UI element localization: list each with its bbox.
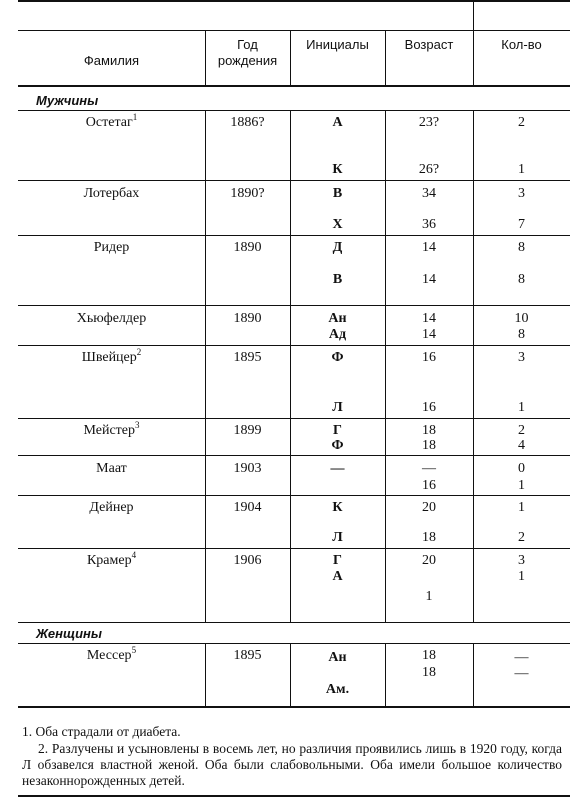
initials-cell: В: [332, 272, 343, 287]
surname-cell: Хьюфелдер: [76, 311, 147, 326]
count-cell: 2: [518, 530, 525, 545]
age-cell: 18: [422, 423, 436, 438]
row-divider: [18, 622, 570, 623]
age-cell: —: [422, 461, 436, 476]
initials-cell: Х: [332, 217, 343, 232]
initials-cell: А: [332, 115, 343, 130]
row-divider: [18, 180, 570, 181]
initials-cell: Ад: [328, 327, 347, 342]
count-cell: 1: [518, 400, 525, 415]
initials-cell: Л: [332, 400, 343, 415]
table-top-border: [18, 0, 570, 2]
count-cell: 8: [518, 240, 525, 255]
age-cell: 16: [422, 350, 436, 365]
surname-cell: Остетаг$^1$: [85, 112, 138, 130]
surname-cell: Мессер$^5$: [86, 645, 137, 663]
age-cell: 14: [422, 240, 436, 255]
count-cell: 3: [518, 186, 525, 201]
row-divider: [18, 548, 570, 549]
birth-year-cell: 1904: [233, 500, 262, 515]
header-top-rule: [18, 30, 570, 31]
initials-cell: В: [332, 186, 343, 201]
header-birth-year-line2: рождения: [217, 53, 278, 68]
row-divider: [18, 345, 570, 346]
birth-year-cell: 1903: [233, 461, 262, 476]
initials-cell: Ам.: [325, 682, 350, 697]
birth-year-cell: 1890?: [230, 186, 265, 201]
age-cell: 1: [425, 589, 433, 604]
initials-cell: Г: [333, 553, 342, 568]
age-cell: 16: [422, 478, 436, 493]
row-divider: [18, 418, 570, 419]
initials-cell: А: [332, 569, 343, 584]
count-cell: —: [514, 666, 529, 681]
age-cell: 14: [422, 327, 436, 342]
surname-cell: Лотербах: [83, 186, 140, 201]
age-cell: 26?: [418, 162, 440, 177]
age-cell: 18: [422, 530, 436, 545]
count-cell: 3: [518, 350, 525, 365]
page-bottom-rule: [18, 795, 570, 797]
count-cell: 0: [518, 461, 525, 476]
header-initials: Инициалы: [306, 37, 369, 52]
header-birth-year-line1: Год: [237, 37, 258, 52]
age-cell: 20: [422, 500, 436, 515]
row-divider: [18, 495, 570, 496]
birth-year-cell: 1895: [233, 350, 262, 365]
table-bottom-border: [18, 706, 570, 708]
row-divider: [18, 455, 570, 456]
count-cell: 2: [518, 115, 525, 130]
count-cell: 1: [518, 162, 525, 177]
count-cell: 8: [518, 272, 525, 287]
age-cell: 18: [422, 665, 436, 680]
age-cell: 23?: [418, 115, 440, 130]
surname-cell: Дейнер: [89, 500, 134, 515]
initials-cell: Ан: [328, 650, 347, 665]
birth-year-cell: 1899: [233, 423, 262, 438]
footnote: 2. Разлучены и усыновлены в восемь лет, но различия проявились лишь в 1920 году, когда Л обзавелся властной женой. Оба были слабовольными. Оба имели большое количество незаконнорожденных детей.: [22, 741, 562, 788]
initials-cell: —: [330, 461, 345, 476]
surname-cell: Ридер: [93, 240, 130, 255]
birth-year-cell: 1890: [233, 311, 262, 326]
surname-cell: Швейцер$^2$: [81, 347, 142, 365]
section-label-women: Женщины: [36, 626, 103, 641]
row-divider: [18, 643, 570, 644]
count-cell: 1: [518, 478, 525, 493]
footnote: 1. Оба страдали от диабета.: [22, 724, 181, 739]
row-divider: [18, 305, 570, 306]
count-cell: —: [514, 650, 529, 665]
count-cell: 10: [514, 311, 529, 326]
count-cell: 8: [518, 327, 525, 342]
header-surname: Фамилия: [83, 53, 140, 68]
surname-cell: Маат: [96, 461, 127, 476]
age-cell: 20: [422, 553, 436, 568]
birth-year-cell: 1906: [233, 553, 262, 568]
initials-cell: Ан: [328, 311, 347, 326]
birth-year-cell: 1890: [233, 240, 262, 255]
count-cell: 1: [518, 569, 525, 584]
initials-cell: К: [332, 162, 343, 177]
age-cell: 14: [422, 311, 436, 326]
count-cell: 2: [518, 423, 525, 438]
age-cell: 16: [422, 400, 436, 415]
initials-cell: Л: [332, 530, 343, 545]
age-cell: 36: [422, 217, 436, 232]
count-cell: 7: [518, 217, 525, 232]
initials-cell: Г: [333, 423, 342, 438]
column-divider: [473, 0, 474, 30]
row-divider: [18, 110, 570, 111]
initials-cell: Ф: [331, 438, 344, 453]
count-cell: 1: [518, 500, 525, 515]
birth-year-cell: 1895: [233, 648, 262, 663]
header-bottom-rule: [18, 85, 570, 87]
initials-cell: К: [332, 500, 343, 515]
header-age: Возраст: [404, 37, 454, 52]
section-label-men: Мужчины: [36, 93, 99, 108]
initials-cell: Д: [332, 240, 343, 255]
count-cell: 4: [518, 438, 525, 453]
surname-cell: Мейстер$^3$: [83, 420, 140, 438]
row-divider: [18, 235, 570, 236]
count-cell: 3: [518, 553, 525, 568]
surname-cell: Крамер$^4$: [86, 550, 137, 568]
age-cell: 14: [422, 272, 436, 287]
age-cell: 18: [422, 648, 436, 663]
age-cell: 34: [422, 186, 436, 201]
birth-year-cell: 1886?: [230, 115, 265, 130]
initials-cell: Ф: [331, 350, 344, 365]
age-cell: 18: [422, 438, 436, 453]
header-count: Кол-во: [501, 37, 542, 52]
